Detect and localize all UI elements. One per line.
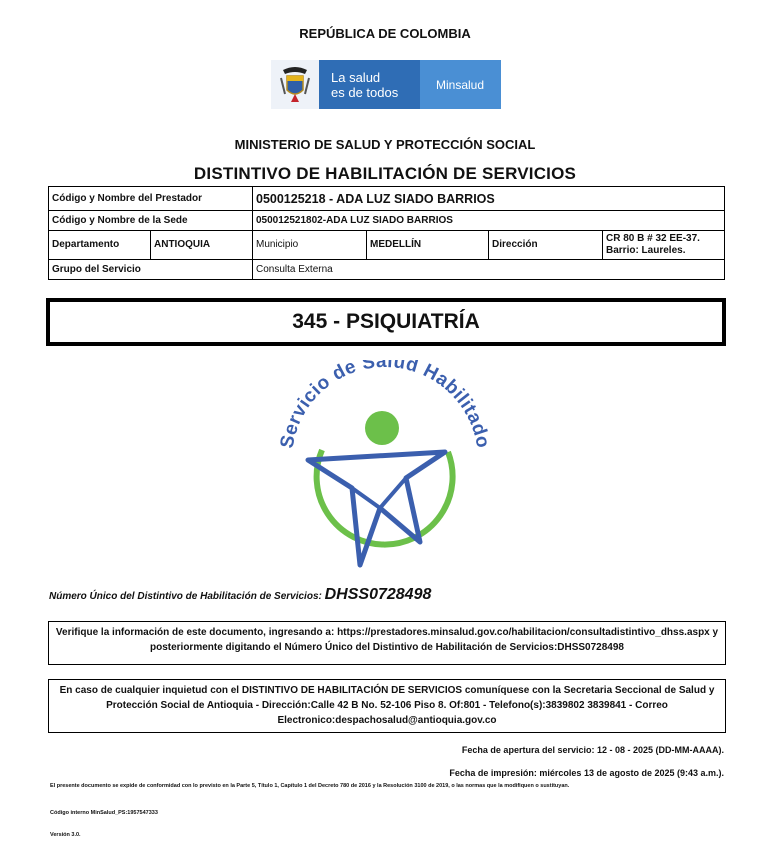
logo-slogan-line1: La salud — [331, 70, 381, 85]
ministry-heading: MINISTERIO DE SALUD Y PROTECCIÓN SOCIAL — [234, 137, 536, 152]
seal-ring — [317, 450, 453, 545]
provider-value: 0500125218 - ADA LUZ SIADO BARRIOS — [253, 187, 725, 211]
service-name: 345 - PSIQUIATRÍA — [46, 298, 726, 346]
internal-code: Código interno MinSalud_PS:1957547333 — [50, 810, 158, 816]
habilitated-seal — [270, 360, 500, 572]
department-value: ANTIOQUIA — [151, 231, 253, 260]
dhss-code: DHSS0728498 — [324, 586, 432, 603]
version-label: Versión 3.0. — [50, 832, 81, 838]
dhss-line — [49, 586, 431, 604]
opening-date: Fecha de apertura del servicio: 12 - 08 - 2025 (DD-MM-AAAA). — [461, 745, 724, 755]
coat-of-arms-logo — [271, 60, 501, 109]
municipality-value: MEDELLÍN — [367, 231, 489, 260]
minsalud-logo — [271, 60, 501, 109]
site-value: 050012521802-ADA LUZ SIADO BARRIOS — [253, 211, 725, 231]
seal-head-icon — [365, 411, 399, 445]
print-date: Fecha de impresión: miércoles 13 de agosto de 2025 (9:43 a.m.). — [449, 768, 724, 778]
country-heading: REPÚBLICA DE COLOMBIA — [299, 26, 471, 41]
seal-arc-text: Servicio de Salud Habilitado — [276, 360, 494, 450]
address-value: CR 80 B # 32 EE-37. Barrio: Laureles. — [603, 231, 725, 260]
group-label: Grupo del Servicio — [49, 260, 253, 280]
provider-info-table — [48, 186, 725, 280]
seal-star-icon — [308, 452, 445, 565]
document-title: DISTINTIVO DE HABILITACIÓN DE SERVICIOS — [193, 164, 577, 183]
legal-note: El presente documento se expide de conformidad con lo previsto en la Parte 5, Título 1, Capítulo 1 del Decreto 780 de 2016 y la Resolución 3100 de 2019, o las normas que la modifiquen o sustituyan. — [50, 783, 570, 789]
logo-slogan-line2: es de todos — [331, 85, 399, 100]
address-label: Dirección — [489, 231, 603, 260]
verify-notice: Verifique la información de este documento, ingresando a: https://prestadores.minsalud.gov.co/habilitacion/consultadistintivo_dhss.aspx y posteriormente digitando el Número Único del Distintivo de Habilitación de Servicios:DHSS0728498 — [48, 621, 726, 665]
group-value: Consulta Externa — [253, 260, 725, 280]
logo-brand: Minsalud — [435, 78, 485, 92]
dhss-label: Número Único del Distintivo de Habilitación de Servicios: — [49, 591, 322, 602]
municipality-label: Municipio — [253, 231, 367, 260]
seal-graphic — [270, 360, 500, 572]
contact-notice: En caso de cualquier inquietud con el DISTINTIVO DE HABILITACIÓN DE SERVICIOS comuníquese con la Secretaria Seccional de Salud y Protección Social de Antioquia - Dirección:Calle 42 B No. 52-106 Piso 8. Of:801 - Telefono(s):3839802 3839841 - Correo Electronico:despachosalud@antioquia.gov.co — [48, 679, 726, 733]
site-label: Código y Nombre de la Sede — [49, 211, 253, 231]
provider-label: Código y Nombre del Prestador — [49, 187, 253, 211]
department-label: Departamento — [49, 231, 151, 260]
